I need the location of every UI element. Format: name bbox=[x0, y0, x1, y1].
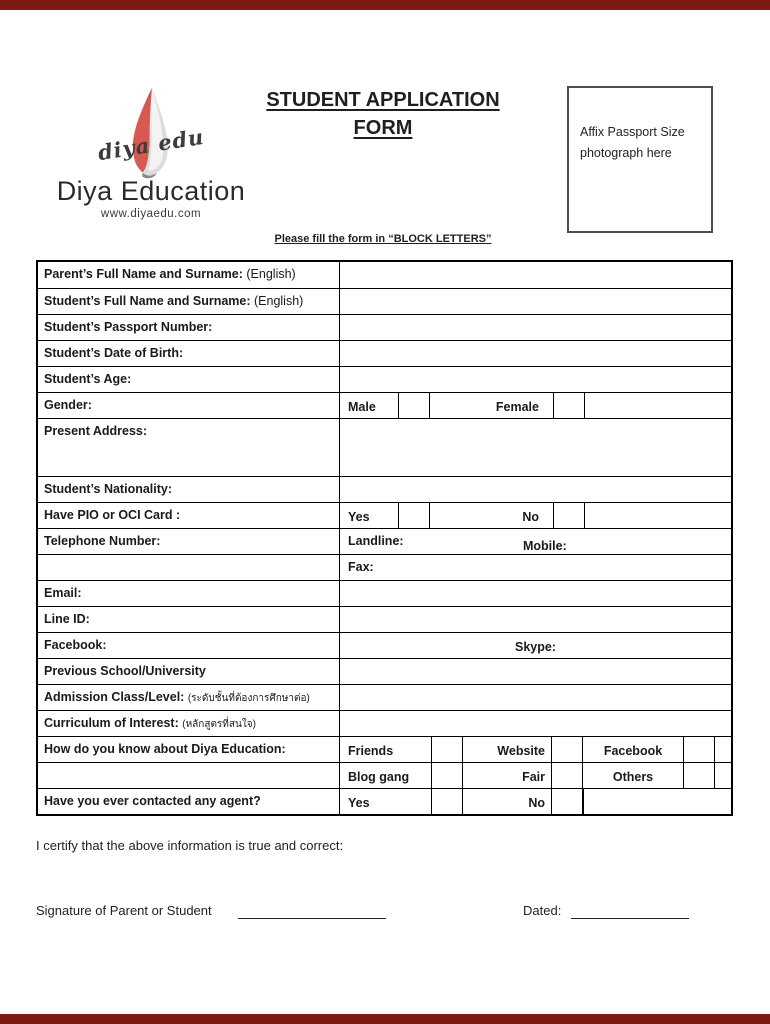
blog-gang-label: Blog gang bbox=[348, 769, 410, 784]
agent-empty-cell bbox=[583, 789, 731, 814]
date-of-birth-input-cell[interactable] bbox=[340, 341, 731, 366]
row-present-address bbox=[38, 418, 731, 476]
row-curriculum bbox=[38, 710, 731, 736]
agent-no-checkbox[interactable] bbox=[551, 789, 583, 814]
agent-yes-label: Yes bbox=[348, 795, 370, 810]
others-checkbox[interactable] bbox=[683, 763, 715, 788]
facebook-option-label: Facebook bbox=[603, 743, 663, 758]
female-checkbox[interactable] bbox=[553, 393, 585, 418]
row-gender bbox=[38, 392, 731, 418]
row-facebook-skype bbox=[38, 632, 731, 658]
row-referral-source-2 bbox=[38, 762, 731, 788]
row-fax bbox=[38, 554, 731, 580]
agent-yes-checkbox[interactable] bbox=[431, 789, 463, 814]
fair-checkbox[interactable] bbox=[551, 763, 583, 788]
friends-checkbox[interactable] bbox=[431, 737, 463, 762]
line-id-input-cell[interactable] bbox=[340, 607, 731, 632]
row-student-age bbox=[38, 366, 731, 392]
fax-label: Fax: bbox=[348, 560, 374, 574]
referral-empty-cell bbox=[715, 737, 731, 762]
facebook-checkbox[interactable] bbox=[683, 737, 715, 762]
facebook-skype-input-cell[interactable] bbox=[340, 633, 731, 658]
block-letters-instruction: Please fill the form in “BLOCK LETTERS” bbox=[274, 233, 492, 245]
agent-no-label: No bbox=[528, 795, 545, 810]
row-line-id bbox=[38, 606, 731, 632]
field-label: Present Address: bbox=[38, 419, 340, 476]
pio-no-label: No bbox=[522, 509, 539, 524]
row-telephone bbox=[38, 528, 731, 554]
signature-line[interactable] bbox=[238, 918, 386, 919]
row-parent-name bbox=[38, 262, 731, 288]
field-label: Curriculum of Interest: (หลักสูตรที่สนใจ) bbox=[38, 711, 340, 736]
fair-label: Fair bbox=[522, 769, 545, 784]
field-label: Gender: bbox=[38, 393, 340, 418]
field-label: Have PIO or OCI Card : bbox=[38, 503, 340, 528]
pio-yes-checkbox[interactable] bbox=[398, 503, 430, 528]
form-title-line2: FORM bbox=[353, 117, 413, 139]
dated-label: Dated: bbox=[523, 903, 562, 918]
present-address-input-cell[interactable] bbox=[340, 419, 731, 476]
logo-script-text: diya edu bbox=[96, 123, 206, 166]
previous-school-input-cell[interactable] bbox=[340, 659, 731, 684]
page-bottom-border bbox=[0, 1014, 770, 1024]
pio-yes-label: Yes bbox=[348, 509, 370, 524]
field-label: Have you ever contacted any agent? bbox=[38, 789, 340, 814]
nationality-input-cell[interactable] bbox=[340, 477, 731, 502]
email-input-cell[interactable] bbox=[340, 581, 731, 606]
dated-line[interactable] bbox=[571, 918, 689, 919]
field-label bbox=[38, 763, 340, 788]
gender-female-label: Female bbox=[495, 399, 539, 414]
field-label bbox=[38, 555, 340, 580]
company-website: www.diyaedu.com bbox=[100, 208, 202, 220]
field-label: Facebook: bbox=[38, 633, 340, 658]
field-label: Admission Class/Level: (ระดับชั้นที่ต้องการศึกษาต่อ) bbox=[38, 685, 340, 710]
row-passport-number bbox=[38, 314, 731, 340]
row-date-of-birth bbox=[38, 340, 731, 366]
gender-empty-cell bbox=[585, 393, 731, 418]
friends-label: Friends bbox=[348, 743, 394, 758]
student-age-input-cell[interactable] bbox=[340, 367, 731, 392]
landline-label: Landline: bbox=[348, 534, 404, 548]
signature-label: Signature of Parent or Student bbox=[36, 903, 212, 918]
field-label: Student’s Age: bbox=[38, 367, 340, 392]
field-label: Student’s Passport Number: bbox=[38, 315, 340, 340]
pio-no-checkbox[interactable] bbox=[553, 503, 585, 528]
field-label: Parent’s Full Name and Surname: (English) bbox=[38, 262, 340, 288]
parent-name-input-cell[interactable] bbox=[340, 262, 731, 288]
student-name-input-cell[interactable] bbox=[340, 289, 731, 314]
field-label: Telephone Number: bbox=[38, 529, 340, 554]
field-label: Line ID: bbox=[38, 607, 340, 632]
referral-empty-cell bbox=[715, 763, 731, 788]
field-label: Student’s Full Name and Surname: (English) bbox=[38, 289, 340, 314]
pio-empty-cell bbox=[585, 503, 731, 528]
fax-input-cell[interactable] bbox=[340, 555, 731, 580]
page-top-border bbox=[0, 0, 770, 10]
curriculum-input-cell[interactable] bbox=[340, 711, 731, 736]
passport-photo-box[interactable] bbox=[567, 86, 713, 233]
form-title-line1: STUDENT APPLICATION bbox=[266, 89, 500, 111]
row-admission-class bbox=[38, 684, 731, 710]
blog-gang-checkbox[interactable] bbox=[431, 763, 463, 788]
form-title bbox=[233, 86, 533, 142]
mobile-label: Mobile: bbox=[523, 539, 567, 553]
field-label: How do you know about Diya Education: bbox=[38, 737, 340, 762]
skype-label: Skype: bbox=[515, 639, 556, 654]
row-email bbox=[38, 580, 731, 606]
passport-number-input-cell[interactable] bbox=[340, 315, 731, 340]
row-previous-school bbox=[38, 658, 731, 684]
row-nationality bbox=[38, 476, 731, 502]
male-checkbox[interactable] bbox=[398, 393, 430, 418]
admission-class-input-cell[interactable] bbox=[340, 685, 731, 710]
row-referral-source-1 bbox=[38, 736, 731, 762]
certify-statement: I certify that the above information is true and correct: bbox=[36, 838, 344, 853]
website-checkbox[interactable] bbox=[551, 737, 583, 762]
row-contacted-agent bbox=[38, 788, 731, 814]
field-label: Previous School/University bbox=[38, 659, 340, 684]
company-name: Diya Education bbox=[56, 176, 246, 206]
passport-photo-box-text: Affix Passport Size photograph here bbox=[580, 125, 685, 160]
field-label: Email: bbox=[38, 581, 340, 606]
gender-male-label: Male bbox=[348, 399, 376, 414]
row-pio-oci-card bbox=[38, 502, 731, 528]
field-label: Student’s Nationality: bbox=[38, 477, 340, 502]
telephone-input-cell[interactable] bbox=[340, 529, 731, 554]
field-label: Student’s Date of Birth: bbox=[38, 341, 340, 366]
application-table bbox=[36, 260, 733, 816]
others-label: Others bbox=[612, 769, 654, 784]
website-label: Website bbox=[497, 743, 545, 758]
row-student-name bbox=[38, 288, 731, 314]
